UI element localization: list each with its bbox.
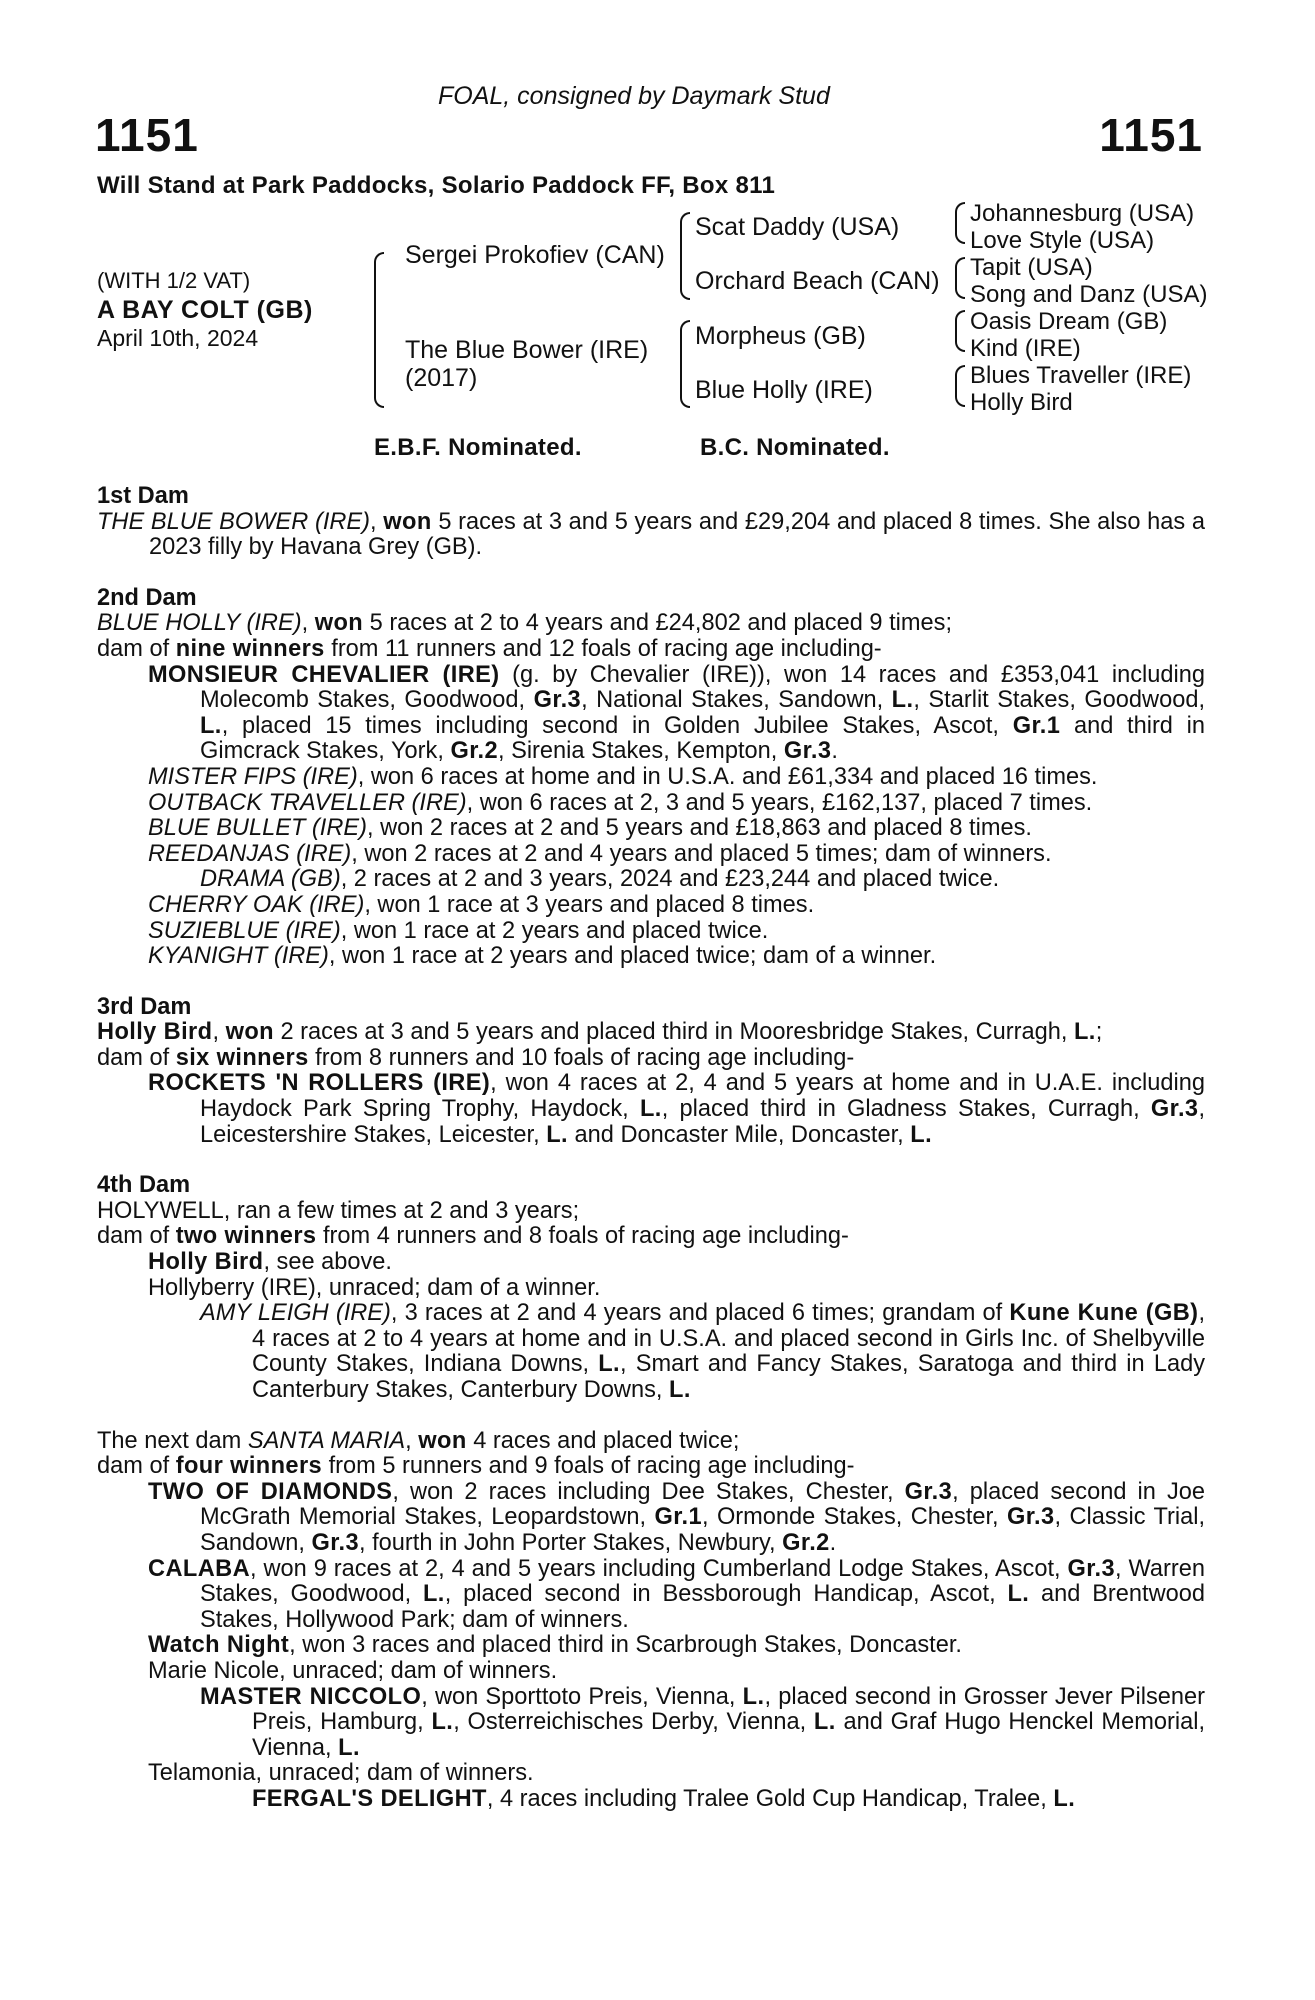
- pedigree-ggp-6: Kind (IRE): [970, 335, 1081, 362]
- entry-line: [97, 893, 1205, 919]
- bold-text: L.: [200, 712, 222, 739]
- bold-text: Gr.3: [1150, 1096, 1199, 1123]
- text: and third in Gimcrack Stakes, York,: [200, 712, 1212, 765]
- section-heading: 4th Dam: [97, 1172, 191, 1199]
- text: and Doncaster Mile, Doncaster,: [568, 1121, 911, 1148]
- text: , placed second in Grosser Jever Pilsener Preis, Hamburg,: [252, 1683, 1212, 1736]
- entry-line: [97, 1224, 1205, 1250]
- entry-line: [97, 1683, 1212, 1762]
- bold-text: TWO OF DIAMONDS: [148, 1478, 393, 1505]
- text: , Ormonde Stakes, Chester,: [702, 1504, 1007, 1531]
- text: , Osterreichisches Derby, Vienna,: [453, 1709, 814, 1736]
- text: 2 races at 3 and 5 years and placed third in Mooresbridge Stakes, Curragh,: [273, 1019, 1074, 1046]
- entry-line: [97, 1020, 1205, 1046]
- text: and Graf Hugo Henckel Memorial, Vienna,: [252, 1709, 1212, 1761]
- bold-text: Gr.3: [311, 1529, 360, 1556]
- entry-line: [97, 1761, 1205, 1787]
- text: , won 2 races at 2 and 4 years and placed 5 times; dam of winners.: [351, 840, 1052, 867]
- text: , see above.: [263, 1249, 392, 1276]
- dam-section: [97, 993, 1212, 1149]
- bold-text: Gr.2: [450, 738, 498, 765]
- consignment-line: FOAL, consigned by Daymark Stud: [438, 82, 830, 110]
- bold-text: L.: [1007, 1581, 1030, 1608]
- bold-text: Gr.2: [782, 1529, 830, 1556]
- text: (g. by Chevalier (IRE)), won 14 races and £353,041 including Molecomb Stakes, Goodwood,: [200, 661, 1212, 714]
- text: , Leicestershire Stakes, Leicester,: [200, 1096, 1212, 1148]
- text: Marie Nicole, unraced; dam of winners.: [148, 1657, 558, 1684]
- entry-line: [97, 1199, 1205, 1225]
- bold-text: Gr.1: [654, 1504, 702, 1531]
- text: HOLYWELL, ran a few times at 2 and 3 years;: [97, 1197, 580, 1224]
- bold-text: Gr.3: [533, 687, 582, 714]
- vat-note: (WITH 1/2 VAT): [97, 268, 251, 293]
- text: , Sirenia Stakes, Kempton,: [497, 738, 784, 765]
- bold-text: four winners: [175, 1453, 323, 1480]
- text: , placed second in Joe McGrath Memorial Stakes, Leopardstown,: [200, 1478, 1212, 1531]
- bold-text: Gr.3: [904, 1478, 953, 1505]
- section-heading: 2nd Dam: [97, 584, 197, 611]
- text: , placed second in Bessborough Handicap, Ascot,: [444, 1581, 1008, 1608]
- entry-line: [97, 1300, 1212, 1403]
- text: dam of: [97, 1044, 176, 1071]
- entry-line: [97, 1555, 1212, 1634]
- pedigree-brace-orchard-beach: [955, 257, 965, 299]
- bold-text: Gr.3: [1007, 1504, 1055, 1531]
- text: , won 1 race at 2 years and placed twice.: [340, 917, 769, 944]
- bold-text: L.: [813, 1709, 836, 1736]
- text: 5 races at 2 to 4 years and £24,802 and placed 9 times;: [363, 610, 953, 637]
- entry-line: [97, 919, 1205, 945]
- text: .: [831, 738, 838, 765]
- bc-nomination: B.C. Nominated.: [700, 434, 890, 461]
- pedigree-brace-scat-daddy: [955, 202, 965, 244]
- text: ,: [212, 1019, 226, 1046]
- bold-text: Holly Bird: [148, 1249, 264, 1276]
- entry-line: [97, 1276, 1205, 1302]
- italic-text: DRAMA (GB): [200, 866, 341, 893]
- italic-text: MISTER FIPS (IRE): [148, 763, 358, 790]
- bold-text: Holly Bird: [97, 1019, 213, 1046]
- dam-section: [97, 1427, 1212, 1813]
- bold-text: L.: [422, 1581, 445, 1608]
- foaling-date: April 10th, 2024: [97, 325, 259, 351]
- bold-text: L.: [1073, 1019, 1096, 1046]
- text: ,: [405, 1427, 419, 1454]
- text: from 8 runners and 10 foals of racing age including-: [308, 1044, 855, 1071]
- pedigree-dam-sire: Morpheus (GB): [695, 322, 866, 350]
- entry-line: [97, 1429, 1205, 1455]
- text: 4 races and placed twice;: [466, 1427, 740, 1454]
- bold-text: L.: [910, 1121, 933, 1148]
- lot-number-right: 1151: [1099, 109, 1203, 161]
- pedigree-ggp-5: Oasis Dream (GB): [970, 308, 1168, 335]
- ebf-nomination: E.B.F. Nominated.: [374, 434, 582, 461]
- entry-line: [97, 1659, 1205, 1685]
- entry-line: [97, 1787, 1205, 1813]
- bold-text: L.: [338, 1734, 360, 1761]
- bold-text: FERGAL'S DELIGHT: [252, 1785, 487, 1812]
- text: , fourth in John Porter Stakes, Newbury,: [359, 1529, 783, 1556]
- text: from 11 runners and 12 foals of racing age including-: [324, 635, 882, 662]
- bold-text: six winners: [175, 1044, 309, 1071]
- pedigree-ggp-1: Johannesburg (USA): [970, 200, 1195, 227]
- italic-text: SUZIEBLUE (IRE): [148, 917, 341, 944]
- pedigree-brace-main: [374, 252, 384, 408]
- entry-line: [97, 791, 1205, 817]
- text: from 4 runners and 8 foals of racing age including-: [316, 1223, 849, 1250]
- entry-line: [97, 1046, 1205, 1072]
- text: , won 2 races at 2 and 5 years and £18,863 and placed 8 times.: [366, 815, 1032, 842]
- bold-text: won: [418, 1427, 467, 1454]
- text: , won 3 races and placed third in Scarbrough Stakes, Doncaster.: [289, 1632, 962, 1659]
- pedigree-brace-dam: [680, 320, 690, 408]
- entry-line: [97, 867, 1205, 893]
- bold-text: Watch Night: [148, 1632, 290, 1659]
- text: 5 races at 3 and 5 years and £29,204 and placed 8 times. She also has a 2023 filly by Havana Grey (GB).: [149, 508, 1212, 561]
- text: , 3 races at 2 and 4 years and placed 6 times; grandam of: [390, 1300, 1010, 1327]
- italic-text: REEDANJAS (IRE): [148, 840, 352, 867]
- bold-text: L.: [669, 1377, 691, 1403]
- text: , placed third in Gladness Stakes, Curragh,: [661, 1096, 1151, 1123]
- pedigree-dam-dam: Blue Holly (IRE): [695, 376, 873, 404]
- pedigree-sire-dam: Orchard Beach (CAN): [695, 267, 940, 295]
- entry-line: [97, 1250, 1205, 1276]
- section-heading: 1st Dam: [97, 483, 189, 509]
- text: Hollyberry (IRE), unraced; dam of a winner.: [148, 1274, 601, 1301]
- bold-text: Kune Kune (GB): [1009, 1300, 1199, 1327]
- italic-text: THE BLUE BOWER (IRE): [97, 508, 371, 535]
- text: ;: [1095, 1019, 1103, 1046]
- bold-text: won: [225, 1019, 274, 1046]
- entry-line: [97, 637, 1205, 663]
- entry-line: [97, 1454, 1205, 1480]
- text: The next dam: [97, 1427, 248, 1454]
- bold-text: L.: [891, 687, 914, 714]
- pedigree-dam: The Blue Bower (IRE): [405, 336, 649, 364]
- entry-line: [97, 1070, 1212, 1148]
- text: dam of: [97, 1453, 176, 1480]
- entry-line: [97, 944, 1205, 970]
- entry-line: [97, 661, 1212, 765]
- pedigree-sire: Sergei Prokofiev (CAN): [405, 241, 665, 269]
- bold-text: ROCKETS 'N ROLLERS (IRE): [148, 1070, 491, 1097]
- dam-section: [97, 483, 1212, 561]
- text: dam of: [97, 1223, 176, 1250]
- dam-section: [97, 1172, 1212, 1403]
- italic-text: OUTBACK TRAVELLER (IRE): [148, 789, 467, 816]
- bold-text: won: [383, 508, 432, 535]
- pedigree-brace-morpheus: [955, 310, 965, 352]
- dam-section: [97, 584, 1212, 970]
- text: , won Sporttoto Preis, Vienna,: [421, 1683, 743, 1710]
- text: , 4 races including Tralee Gold Cup Handicap, Tralee,: [486, 1785, 1054, 1812]
- horse-name: A BAY COLT (GB): [97, 296, 313, 324]
- text: ,: [370, 508, 384, 535]
- bold-text: Gr.1: [1012, 712, 1061, 739]
- entry-line: [97, 765, 1205, 791]
- family-history: [97, 483, 1212, 1838]
- text: , won 1 race at 3 years and placed 8 times.: [364, 891, 815, 918]
- italic-text: KYANIGHT (IRE): [148, 943, 329, 970]
- text: , Classic Trial, Sandown,: [200, 1504, 1212, 1556]
- section-heading: 3rd Dam: [97, 993, 192, 1020]
- bold-text: Gr.3: [1067, 1555, 1116, 1582]
- bold-text: MASTER NICCOLO: [200, 1683, 422, 1710]
- italic-text: SANTA MARIA: [247, 1427, 406, 1454]
- pedigree-ggp-4: Song and Danz (USA): [970, 281, 1208, 308]
- text: and Brentwood Stakes, Hollywood Park; dam of winners.: [200, 1581, 1212, 1633]
- text: , 4 races at 2 to 4 years at home and in U.S.A. and placed second in Girls Inc. of Shelbyville County Stakes, Indiana Downs,: [252, 1300, 1212, 1378]
- italic-text: AMY LEIGH (IRE): [200, 1300, 391, 1327]
- text: , won 2 races including Dee Stakes, Chester,: [392, 1478, 905, 1505]
- italic-text: BLUE HOLLY (IRE): [97, 610, 302, 637]
- text: , Warren Stakes, Goodwood,: [200, 1555, 1212, 1608]
- bold-text: nine winners: [175, 635, 325, 662]
- bold-text: L.: [431, 1709, 454, 1736]
- text: , Starlit Stakes, Goodwood,: [913, 687, 1212, 714]
- text: , won 6 races at home and in U.S.A. and £61,334 and placed 16 times.: [357, 763, 1098, 790]
- text: , won 1 race at 2 years and placed twice; dam of a winner.: [328, 943, 937, 970]
- text: , placed 15 times including second in Golden Jubilee Stakes, Ascot,: [221, 712, 1013, 739]
- text: , Smart and Fancy Stakes, Saratoga and third in Lady Canterbury Stakes, Canterbury Downs,: [252, 1351, 1212, 1403]
- stand-location: Will Stand at Park Paddocks, Solario Paddock FF, Box 811: [97, 172, 776, 199]
- bold-text: L.: [639, 1096, 662, 1123]
- entry-line: [97, 611, 1205, 637]
- pedigree-brace-sire: [680, 212, 690, 300]
- lot-number-left: 1151: [95, 109, 199, 161]
- bold-text: L.: [742, 1683, 765, 1710]
- bold-text: two winners: [175, 1223, 317, 1250]
- text: , National Stakes, Sandown,: [581, 687, 892, 714]
- italic-text: BLUE BULLET (IRE): [148, 815, 367, 842]
- entry-line: [97, 1633, 1205, 1659]
- text: , won 4 races at 2, 4 and 5 years at home and in U.A.E. including Haydock Park Spring Trophy, Haydock,: [200, 1070, 1212, 1123]
- pedigree-ggp-2: Love Style (USA): [970, 227, 1155, 254]
- entry-line: [97, 816, 1205, 842]
- text: from 5 runners and 9 foals of racing age including-: [322, 1453, 855, 1480]
- italic-text: CHERRY OAK (IRE): [148, 891, 365, 918]
- entry-line: [97, 508, 1212, 561]
- pedigree-ggp-8: Holly Bird: [970, 389, 1073, 416]
- pedigree-sire-sire: Scat Daddy (USA): [695, 213, 900, 241]
- pedigree-ggp-7: Blues Traveller (IRE): [970, 362, 1192, 389]
- text: dam of: [97, 635, 176, 662]
- pedigree-brace-blue-holly: [955, 365, 965, 407]
- pedigree-dam-year: (2017): [405, 364, 478, 392]
- text: Telamonia, unraced; dam of winners.: [148, 1760, 534, 1787]
- bold-text: L.: [1053, 1785, 1076, 1812]
- text: .: [829, 1529, 837, 1556]
- text: ,: [301, 610, 315, 637]
- bold-text: Gr.3: [783, 738, 832, 765]
- text: , won 9 races at 2, 4 and 5 years including Cumberland Lodge Stakes, Ascot,: [250, 1555, 1068, 1582]
- bold-text: CALABA: [148, 1555, 251, 1582]
- entry-line: [97, 842, 1205, 868]
- bold-text: L.: [598, 1351, 621, 1378]
- text: , 2 races at 2 and 3 years, 2024 and £23,244 and placed twice.: [340, 866, 1000, 893]
- bold-text: L.: [546, 1121, 568, 1148]
- text: , won 6 races at 2, 3 and 5 years, £162,137, placed 7 times.: [466, 789, 1093, 816]
- entry-line: [97, 1478, 1212, 1557]
- pedigree-ggp-3: Tapit (USA): [970, 254, 1093, 281]
- bold-text: MONSIEUR CHEVALIER (IRE): [148, 661, 500, 688]
- bold-text: won: [314, 610, 364, 637]
